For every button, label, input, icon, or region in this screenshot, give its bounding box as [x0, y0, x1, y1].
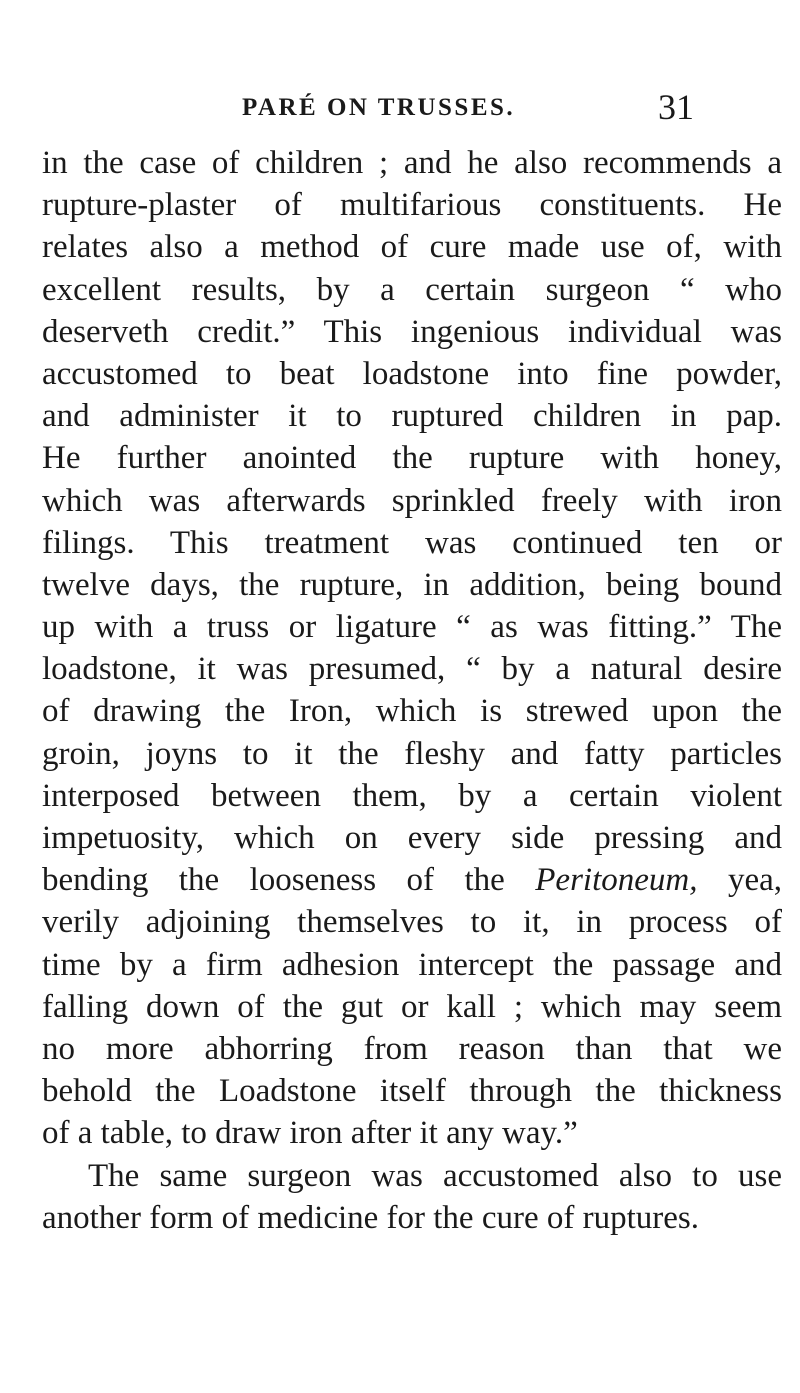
text-line: He further anointed the rupture with honey,	[42, 440, 782, 477]
text-line: filings. This treatment was continued ten or	[42, 524, 782, 561]
text-line: rupture-plaster of multifarious constituents. He	[42, 187, 782, 224]
text-line: in the case of children ; and he also recommends a	[42, 145, 782, 181]
text-line: and administer it to ruptured children in pap.	[42, 398, 782, 435]
text-line: twelve days, the rupture, in addition, being bound	[42, 566, 782, 603]
text-line: another form of medicine for the cure of ruptures.	[42, 1199, 699, 1236]
text-line: of drawing the Iron, which is strewed upon the	[42, 693, 782, 730]
text-line-with-italic	[42, 859, 782, 901]
text-line: time by a firm adhesion intercept the passage and	[42, 946, 782, 983]
text-line: verily adjoining themselves to it, in process of	[42, 904, 782, 941]
running-title: PARÉ ON TRUSSES.	[242, 94, 516, 121]
running-head	[0, 88, 800, 132]
text-line: accustomed to beat loadstone into fine powder,	[42, 355, 782, 392]
text-fragment: yea,	[697, 862, 782, 899]
page-number: 31	[658, 87, 694, 127]
text-line: interposed between them, by a certain violent	[42, 777, 782, 814]
text-line: relates also a method of cure made use of, with	[42, 229, 782, 266]
text-line: no more abhorring from reason than that we	[42, 1030, 782, 1067]
text-line: impetuosity, which on every side pressing and	[42, 820, 782, 856]
text-line: behold the Loadstone itself through the thickness	[42, 1073, 782, 1110]
body-text	[42, 142, 782, 1239]
text-fragment: bending the looseness of the	[42, 862, 536, 899]
text-line: excellent results, by a certain surgeon “ who	[42, 271, 782, 308]
text-line: of a table, to draw iron after it any way.”	[42, 1115, 578, 1152]
italic-term: Peritoneum,	[535, 862, 698, 899]
text-line: loadstone, it was presumed, “ by a natural desire	[42, 651, 782, 688]
text-line: up with a truss or ligature “ as was fitting.” The	[42, 609, 782, 646]
text-line: groin, joyns to it the fleshy and fatty particles	[42, 735, 782, 772]
paragraph-start-line: The same surgeon was accustomed also to use	[88, 1157, 782, 1194]
text-line: which was afterwards sprinkled freely with iron	[42, 482, 782, 519]
text-line: falling down of the gut or kall ; which may seem	[42, 988, 782, 1025]
text-line: deserveth credit.” This ingenious individual was	[42, 313, 782, 350]
